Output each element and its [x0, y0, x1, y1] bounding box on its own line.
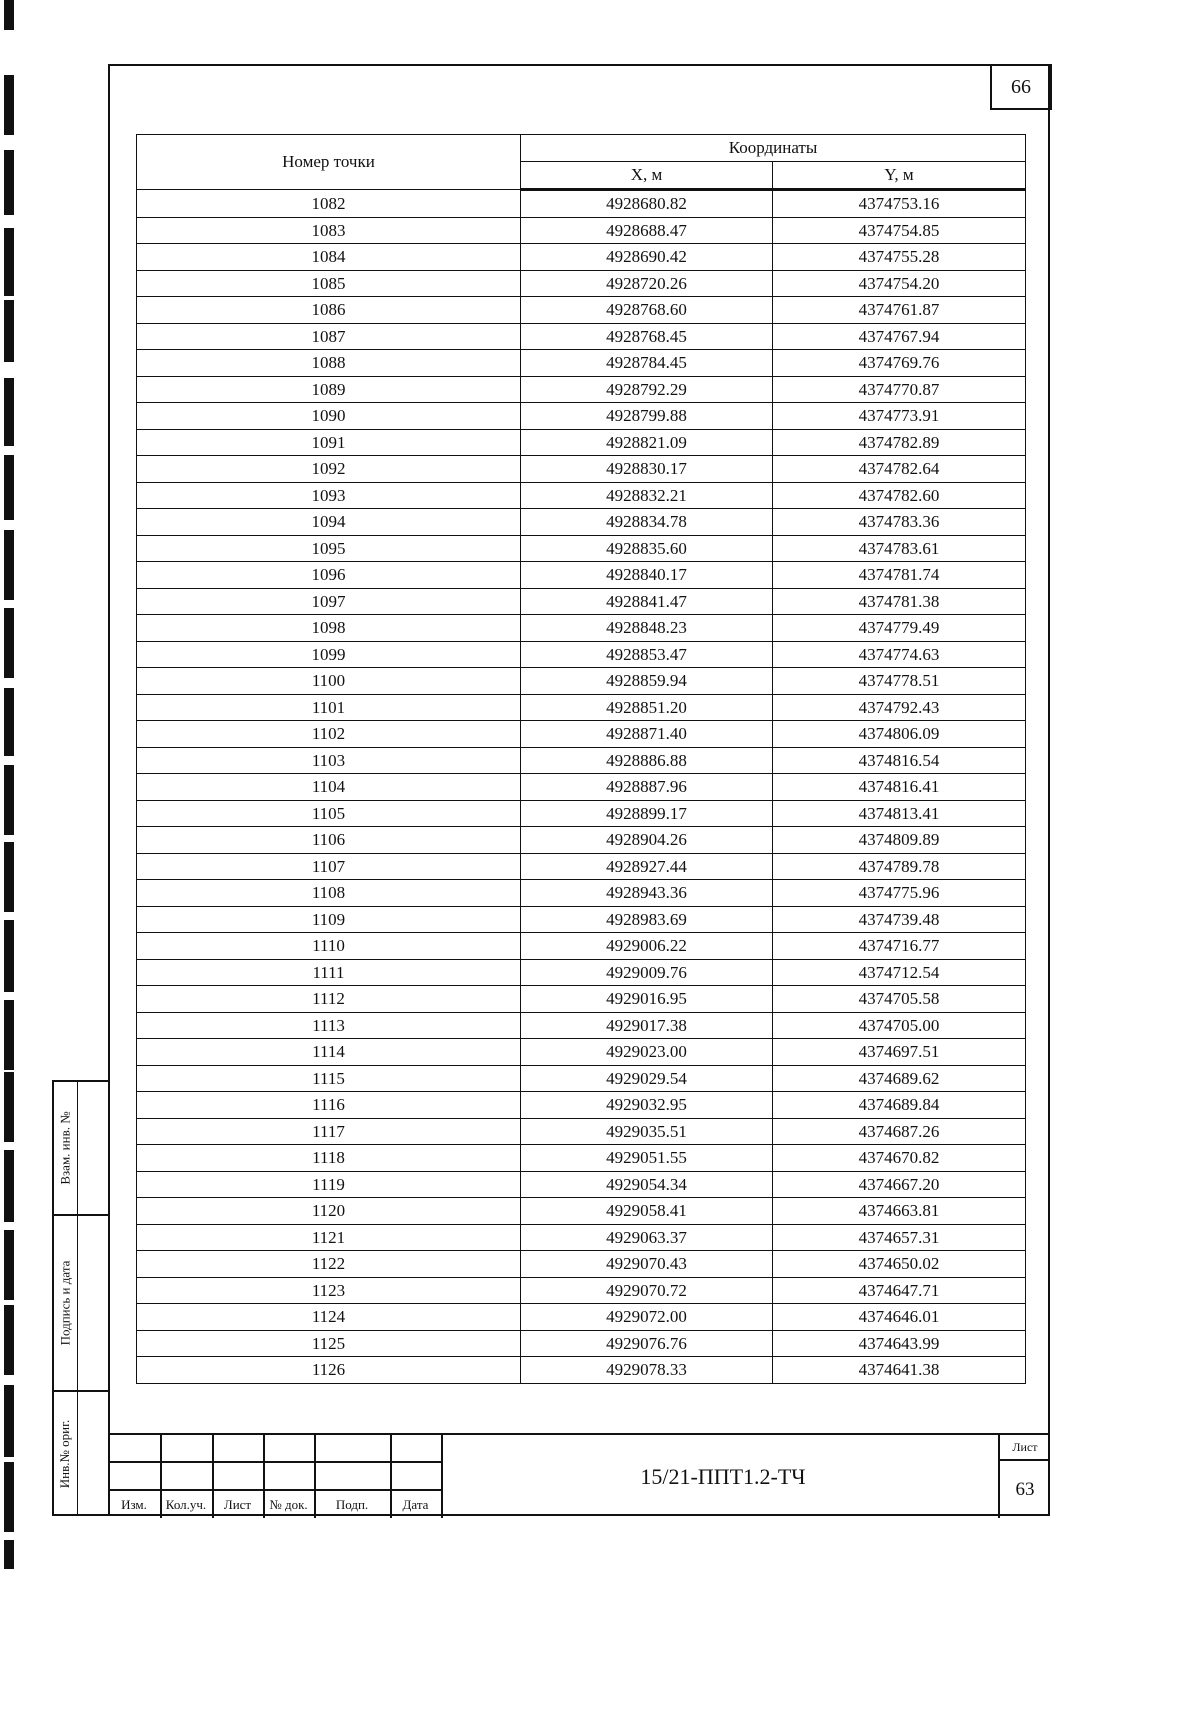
binder-mark: [4, 0, 14, 30]
cell-x: 4929009.76: [521, 959, 773, 986]
table-row: [137, 1065, 1026, 1092]
cell-point-number: 1113: [137, 1012, 521, 1039]
cell-y: 4374739.48: [773, 906, 1026, 933]
cell-x: 4928835.60: [521, 535, 773, 562]
table-row: [137, 323, 1026, 350]
cell-x: 4929058.41: [521, 1198, 773, 1225]
cell-x: 4928887.96: [521, 774, 773, 801]
binder-mark: [4, 455, 14, 520]
binder-mark: [4, 1462, 14, 1532]
table-row: [137, 350, 1026, 377]
cell-y: 4374782.89: [773, 429, 1026, 456]
cell-point-number: 1093: [137, 482, 521, 509]
cell-y: 4374806.09: [773, 721, 1026, 748]
cell-y: 4374761.87: [773, 297, 1026, 324]
table-row: [137, 668, 1026, 695]
cell-point-number: 1100: [137, 668, 521, 695]
binder-mark: [4, 1000, 14, 1070]
cell-y: 4374643.99: [773, 1330, 1026, 1357]
cell-x: 4928886.88: [521, 747, 773, 774]
table-row: [137, 403, 1026, 430]
title-block: [108, 1433, 1050, 1516]
table-row: [137, 297, 1026, 324]
table-row: [137, 190, 1026, 218]
cell-y: 4374754.85: [773, 217, 1026, 244]
cell-y: 4374813.41: [773, 800, 1026, 827]
cell-x: 4928840.17: [521, 562, 773, 589]
table-row: [137, 456, 1026, 483]
cell-y: 4374705.58: [773, 986, 1026, 1013]
sheet-label: Лист: [1012, 1439, 1038, 1454]
cell-x: 4928832.21: [521, 482, 773, 509]
cell-x: 4929016.95: [521, 986, 773, 1013]
cell-y: 4374778.51: [773, 668, 1026, 695]
binder-mark: [4, 378, 14, 446]
cell-y: 4374782.60: [773, 482, 1026, 509]
side-label-vzam: Взам. инв. №: [57, 1111, 73, 1185]
table-row: [137, 1012, 1026, 1039]
table-row: [137, 1251, 1026, 1278]
cell-x: 4928768.45: [521, 323, 773, 350]
cell-y: 4374753.16: [773, 190, 1026, 218]
table-row: [137, 1357, 1026, 1384]
cell-x: 4929023.00: [521, 1039, 773, 1066]
table-row: [137, 986, 1026, 1013]
cell-point-number: 1086: [137, 297, 521, 324]
cell-x: 4928799.88: [521, 403, 773, 430]
cell-point-number: 1089: [137, 376, 521, 403]
cell-point-number: 1090: [137, 403, 521, 430]
cell-y: 4374689.62: [773, 1065, 1026, 1092]
cell-y: 4374769.76: [773, 350, 1026, 377]
table-row: [137, 800, 1026, 827]
cell-point-number: 1126: [137, 1357, 521, 1384]
cell-x: 4928943.36: [521, 880, 773, 907]
table-row: [137, 694, 1026, 721]
cell-point-number: 1082: [137, 190, 521, 218]
cell-y: 4374783.61: [773, 535, 1026, 562]
cell-y: 4374767.94: [773, 323, 1026, 350]
binder-mark: [4, 1540, 14, 1569]
table-row: [137, 270, 1026, 297]
cell-x: 4929006.22: [521, 933, 773, 960]
cell-x: 4928841.47: [521, 588, 773, 615]
binder-mark: [4, 608, 14, 678]
header-point-number: Номер точки: [137, 135, 521, 190]
table-row: [137, 933, 1026, 960]
header-coordinates: Координаты: [521, 135, 1026, 162]
cell-point-number: 1120: [137, 1198, 521, 1225]
cell-y: 4374712.54: [773, 959, 1026, 986]
cell-point-number: 1115: [137, 1065, 521, 1092]
cell-y: 4374689.84: [773, 1092, 1026, 1119]
cell-x: 4929078.33: [521, 1357, 773, 1384]
table-row: [137, 615, 1026, 642]
table-row: [137, 747, 1026, 774]
cell-y: 4374705.00: [773, 1012, 1026, 1039]
cell-y: 4374754.20: [773, 270, 1026, 297]
cell-x: 4928904.26: [521, 827, 773, 854]
cell-x: 4928792.29: [521, 376, 773, 403]
side-cell-podpis: [54, 1216, 108, 1392]
cell-point-number: 1114: [137, 1039, 521, 1066]
cell-x: 4928784.45: [521, 350, 773, 377]
cell-point-number: 1109: [137, 906, 521, 933]
cell-x: 4928720.26: [521, 270, 773, 297]
cell-y: 4374697.51: [773, 1039, 1026, 1066]
sheet-number: 63: [1015, 1478, 1035, 1500]
cell-x: 4929051.55: [521, 1145, 773, 1172]
cell-point-number: 1117: [137, 1118, 521, 1145]
binder-mark: [4, 688, 14, 756]
tb-kol-uch: Кол.уч.: [165, 1496, 207, 1512]
cell-point-number: 1084: [137, 244, 521, 271]
binder-mark: [4, 150, 14, 215]
cell-y: 4374781.74: [773, 562, 1026, 589]
cell-point-number: 1105: [137, 800, 521, 827]
cell-x: 4928853.47: [521, 641, 773, 668]
cell-x: 4929032.95: [521, 1092, 773, 1119]
cell-y: 4374646.01: [773, 1304, 1026, 1331]
table-row: [137, 482, 1026, 509]
cell-point-number: 1121: [137, 1224, 521, 1251]
cell-point-number: 1097: [137, 588, 521, 615]
table-row: [137, 217, 1026, 244]
table-row: [137, 588, 1026, 615]
table-row: [137, 721, 1026, 748]
cell-y: 4374783.36: [773, 509, 1026, 536]
cell-point-number: 1098: [137, 615, 521, 642]
side-label-inv: Инв.№ ориг.: [57, 1419, 73, 1489]
table-row: [137, 562, 1026, 589]
cell-y: 4374775.96: [773, 880, 1026, 907]
cell-x: 4928834.78: [521, 509, 773, 536]
cell-y: 4374716.77: [773, 933, 1026, 960]
cell-x: 4928680.82: [521, 190, 773, 218]
table-row: [137, 959, 1026, 986]
cell-x: 4928871.40: [521, 721, 773, 748]
binder-mark: [4, 1150, 14, 1222]
table-row: [137, 1198, 1026, 1225]
cell-x: 4928768.60: [521, 297, 773, 324]
cell-y: 4374816.41: [773, 774, 1026, 801]
cell-x: 4929035.51: [521, 1118, 773, 1145]
table-row: [137, 509, 1026, 536]
cell-y: 4374687.26: [773, 1118, 1026, 1145]
top-page-number: 66: [990, 64, 1052, 110]
table-row: [137, 827, 1026, 854]
cell-point-number: 1101: [137, 694, 521, 721]
cell-y: 4374779.49: [773, 615, 1026, 642]
cell-x: 4929072.00: [521, 1304, 773, 1331]
cell-x: 4928688.47: [521, 217, 773, 244]
table-row: [137, 1277, 1026, 1304]
cell-x: 4929029.54: [521, 1065, 773, 1092]
cell-x: 4929070.43: [521, 1251, 773, 1278]
binder-mark: [4, 75, 14, 135]
cell-point-number: 1110: [137, 933, 521, 960]
cell-y: 4374789.78: [773, 853, 1026, 880]
table-row: [137, 853, 1026, 880]
table-row: [137, 1330, 1026, 1357]
cell-x: 4929070.72: [521, 1277, 773, 1304]
table-row: [137, 376, 1026, 403]
cell-point-number: 1116: [137, 1092, 521, 1119]
header-x: X, м: [521, 162, 773, 190]
cell-point-number: 1091: [137, 429, 521, 456]
document-code: 15/21-ППТ1.2-ТЧ: [640, 1463, 806, 1489]
cell-point-number: 1092: [137, 456, 521, 483]
cell-x: 4928848.23: [521, 615, 773, 642]
binder-mark: [4, 1305, 14, 1375]
tb-podp: Подп.: [335, 1496, 369, 1512]
side-stamp: [52, 1080, 108, 1516]
coordinates-table: [136, 134, 1026, 1384]
table-row: [137, 1304, 1026, 1331]
cell-point-number: 1125: [137, 1330, 521, 1357]
cell-x: 4928927.44: [521, 853, 773, 880]
cell-y: 4374809.89: [773, 827, 1026, 854]
cell-point-number: 1099: [137, 641, 521, 668]
cell-x: 4928899.17: [521, 800, 773, 827]
table-row: [137, 429, 1026, 456]
table-row: [137, 535, 1026, 562]
table-row: [137, 774, 1026, 801]
cell-y: 4374773.91: [773, 403, 1026, 430]
binder-mark: [4, 1385, 14, 1457]
cell-x: 4928983.69: [521, 906, 773, 933]
cell-x: 4928821.09: [521, 429, 773, 456]
cell-x: 4928859.94: [521, 668, 773, 695]
cell-point-number: 1103: [137, 747, 521, 774]
side-label-podpis: Подпись и дата: [57, 1260, 73, 1346]
table-row: [137, 1171, 1026, 1198]
cell-point-number: 1124: [137, 1304, 521, 1331]
table-row: [137, 906, 1026, 933]
table-row: [137, 1145, 1026, 1172]
cell-x: 4928830.17: [521, 456, 773, 483]
table-row: [137, 641, 1026, 668]
cell-point-number: 1119: [137, 1171, 521, 1198]
cell-x: 4929017.38: [521, 1012, 773, 1039]
cell-point-number: 1087: [137, 323, 521, 350]
binder-mark: [4, 1072, 14, 1142]
binder-mark: [4, 920, 14, 992]
cell-x: 4929063.37: [521, 1224, 773, 1251]
cell-point-number: 1122: [137, 1251, 521, 1278]
table-row: [137, 1092, 1026, 1119]
table-row: [137, 1039, 1026, 1066]
cell-y: 4374641.38: [773, 1357, 1026, 1384]
cell-x: 4929054.34: [521, 1171, 773, 1198]
binder-marks: [0, 0, 30, 1569]
cell-y: 4374781.38: [773, 588, 1026, 615]
cell-point-number: 1083: [137, 217, 521, 244]
cell-x: 4929076.76: [521, 1330, 773, 1357]
cell-point-number: 1107: [137, 853, 521, 880]
cell-y: 4374670.82: [773, 1145, 1026, 1172]
binder-mark: [4, 1230, 14, 1300]
cell-point-number: 1096: [137, 562, 521, 589]
tb-list: Лист: [223, 1496, 252, 1512]
cell-y: 4374792.43: [773, 694, 1026, 721]
table-row: [137, 1118, 1026, 1145]
cell-y: 4374647.71: [773, 1277, 1026, 1304]
cell-point-number: 1088: [137, 350, 521, 377]
cell-point-number: 1111: [137, 959, 521, 986]
binder-mark: [4, 842, 14, 912]
cell-point-number: 1123: [137, 1277, 521, 1304]
header-y: Y, м: [773, 162, 1026, 190]
binder-mark: [4, 300, 14, 362]
cell-y: 4374650.02: [773, 1251, 1026, 1278]
cell-y: 4374770.87: [773, 376, 1026, 403]
cell-point-number: 1102: [137, 721, 521, 748]
cell-x: 4928851.20: [521, 694, 773, 721]
table-row: [137, 244, 1026, 271]
cell-x: 4928690.42: [521, 244, 773, 271]
cell-point-number: 1104: [137, 774, 521, 801]
table-row: [137, 1224, 1026, 1251]
coordinates-body: [137, 190, 1026, 1384]
cell-point-number: 1118: [137, 1145, 521, 1172]
cell-y: 4374782.64: [773, 456, 1026, 483]
cell-point-number: 1094: [137, 509, 521, 536]
binder-mark: [4, 530, 14, 600]
cell-y: 4374816.54: [773, 747, 1026, 774]
binder-mark: [4, 765, 14, 835]
cell-y: 4374755.28: [773, 244, 1026, 271]
cell-point-number: 1106: [137, 827, 521, 854]
cell-point-number: 1085: [137, 270, 521, 297]
cell-y: 4374667.20: [773, 1171, 1026, 1198]
table-row: [137, 880, 1026, 907]
cell-y: 4374657.31: [773, 1224, 1026, 1251]
cell-point-number: 1108: [137, 880, 521, 907]
tb-izm: Изм.: [121, 1496, 147, 1512]
cell-y: 4374774.63: [773, 641, 1026, 668]
side-cell-inv: [54, 1392, 108, 1516]
tb-n-dok: № док.: [269, 1496, 308, 1512]
cell-point-number: 1095: [137, 535, 521, 562]
cell-point-number: 1112: [137, 986, 521, 1013]
binder-mark: [4, 228, 14, 296]
side-cell-vzam: [54, 1082, 108, 1216]
tb-data: Дата: [402, 1496, 429, 1512]
cell-y: 4374663.81: [773, 1198, 1026, 1225]
